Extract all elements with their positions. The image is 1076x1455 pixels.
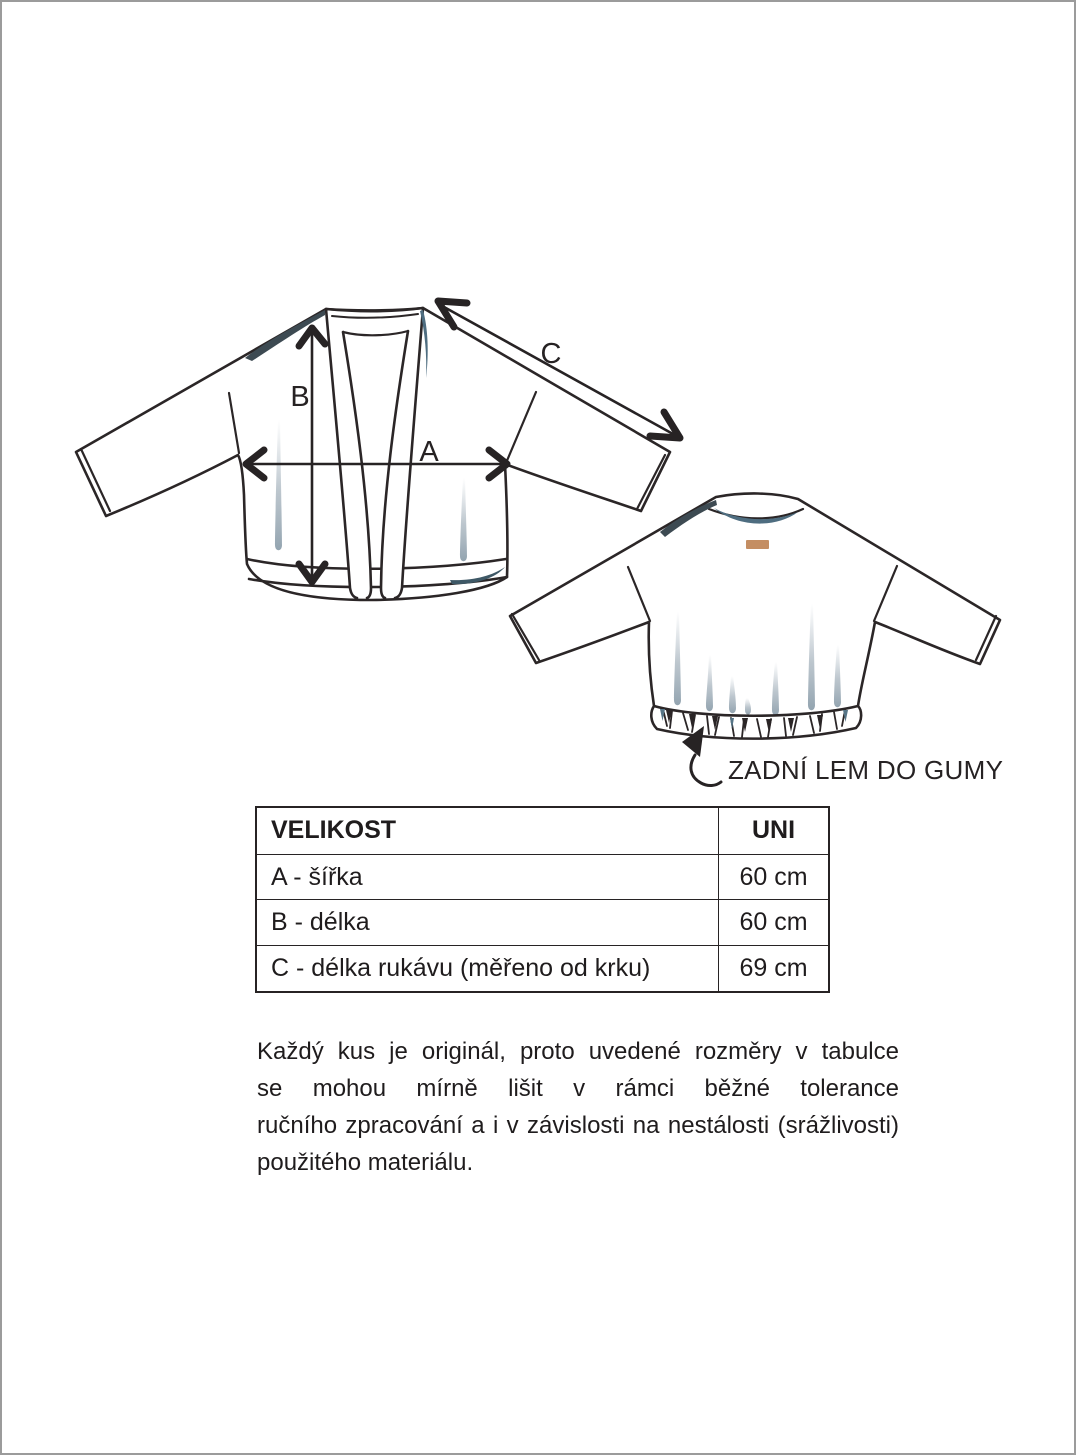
measurement-label-a: A bbox=[419, 436, 439, 468]
back-view-drawing bbox=[510, 493, 1000, 738]
table-header-size: VELIKOST bbox=[257, 808, 719, 854]
table-cell-value-c: 69 cm bbox=[719, 945, 828, 991]
annotation-text: ZADNÍ LEM DO GUMY bbox=[728, 755, 1004, 785]
note-paragraph bbox=[257, 1033, 899, 1181]
back-silhouette bbox=[510, 493, 1000, 738]
table-cell-value-b: 60 cm bbox=[719, 899, 828, 945]
note-line: použitého materiálu. bbox=[257, 1149, 474, 1176]
annotation-arrow bbox=[691, 755, 721, 786]
table-cell-label-c: C - délka rukávu (měřeno od krku) bbox=[257, 945, 719, 991]
table-cell-value-a: 60 cm bbox=[719, 854, 828, 900]
measurement-label-b: B bbox=[290, 381, 310, 413]
table-cell-label-a: A - šířka bbox=[257, 854, 719, 900]
note-line: Každý kus je originál, proto uvedené rozměry v tabulce bbox=[257, 1038, 899, 1065]
front-silhouette bbox=[76, 308, 670, 600]
measurement-label-c: C bbox=[540, 338, 562, 370]
table-cell-label-b: B - délka bbox=[257, 899, 719, 945]
table-header-uni: UNI bbox=[751, 816, 796, 845]
size-table bbox=[255, 806, 830, 993]
brand-label-tag bbox=[746, 540, 769, 549]
front-view-drawing bbox=[76, 308, 670, 600]
note-line: ručního zpracování a i v závislosti na nestálosti (srážlivosti) bbox=[257, 1112, 899, 1139]
note-line: se mohou mírně lišit v rámci běžné tolerance bbox=[257, 1075, 899, 1102]
